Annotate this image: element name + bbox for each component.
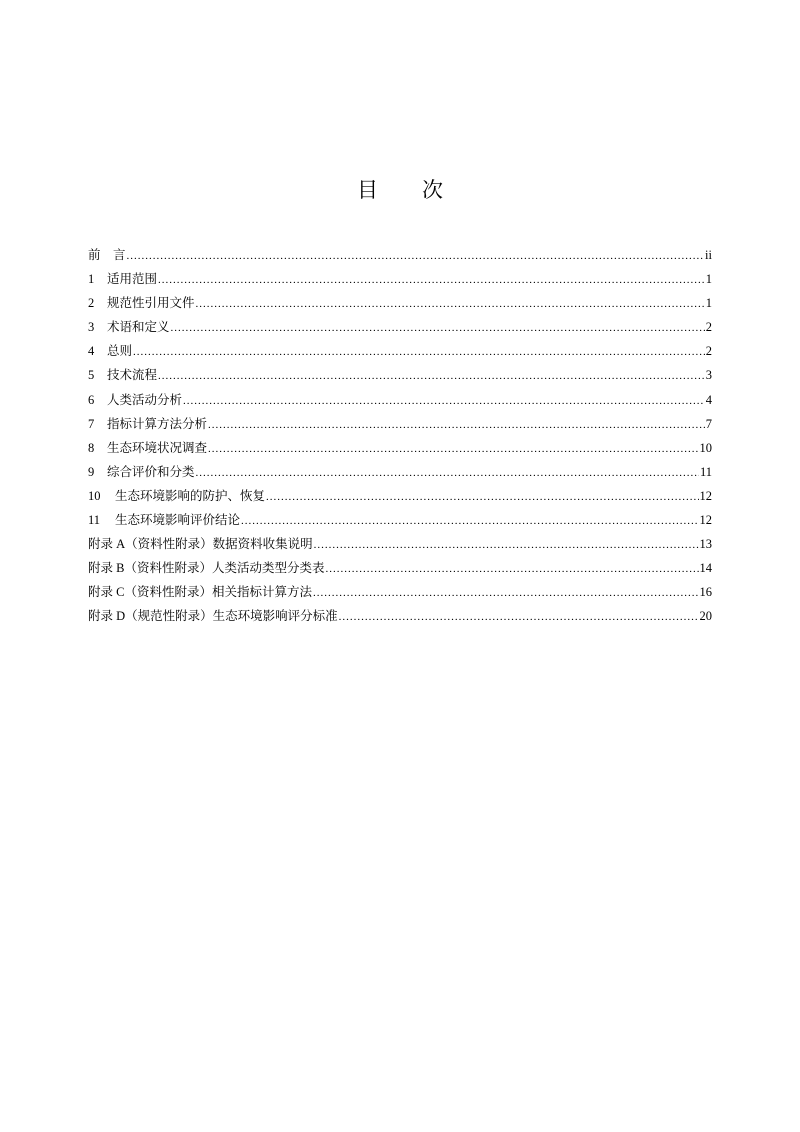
toc-entry-number: 3	[88, 320, 95, 335]
toc-entry-label: 指标计算方法分析	[107, 416, 208, 431]
toc-entry-page: 10	[699, 440, 712, 455]
toc-entry-label: 人类活动分析	[107, 392, 183, 407]
dot-leader	[313, 583, 699, 603]
toc-entry-label: 术语和定义	[107, 320, 170, 335]
toc-entry-number: 4	[88, 344, 95, 359]
toc-entry-page: 2	[705, 344, 712, 359]
toc-entry-label: 综合评价和分类	[107, 464, 195, 479]
toc-entry-page: 1	[705, 272, 712, 287]
toc-entry[interactable]	[88, 486, 712, 510]
toc-entry-number: 2	[88, 296, 95, 311]
dot-leader	[208, 439, 698, 459]
dot-leader	[339, 607, 699, 627]
toc-entry[interactable]	[88, 269, 712, 293]
toc-entry[interactable]	[88, 558, 712, 582]
toc-entry-page: 20	[699, 609, 712, 624]
dot-leader	[133, 342, 705, 362]
dot-leader	[171, 318, 705, 338]
toc-entry-page: ii	[705, 248, 712, 262]
toc-entry[interactable]	[88, 293, 712, 317]
toc-entry[interactable]	[88, 438, 712, 462]
toc-entry-label: 生态环境影响的防护、恢复	[115, 488, 266, 503]
dot-leader	[314, 535, 699, 555]
toc-entry[interactable]	[88, 534, 712, 558]
toc-entry-label: 生态环境影响评价结论	[115, 513, 241, 528]
dot-leader	[196, 463, 699, 483]
dot-leader	[208, 415, 705, 435]
toc-entry-label: 技术流程	[107, 368, 158, 383]
toc-entry-label: 附录 B（资料性附录）人类活动类型分类表	[88, 561, 325, 576]
toc-entry-number: 9	[88, 464, 95, 479]
toc-entry[interactable]	[88, 365, 712, 389]
dot-leader	[266, 487, 698, 507]
toc-entry-label: 生态环境状况调查	[107, 440, 208, 455]
toc-entry-page: 11	[699, 464, 712, 479]
toc-entry-label: 附录 C（资料性附录）相关指标计算方法	[88, 585, 312, 600]
toc-entry[interactable]	[88, 341, 712, 365]
toc-entry-number: 5	[88, 368, 95, 383]
toc-entry[interactable]	[88, 317, 712, 341]
toc-entry-page: 14	[699, 561, 712, 576]
toc-entry-number: 1	[88, 272, 95, 287]
toc-entry[interactable]	[88, 245, 712, 269]
dot-leader	[196, 294, 705, 314]
toc-entry-page: 16	[699, 585, 712, 600]
toc-entry[interactable]	[88, 414, 712, 438]
toc-entry-number: 6	[88, 392, 95, 407]
dot-leader	[158, 270, 705, 290]
dot-leader	[158, 366, 705, 386]
dot-leader	[325, 559, 698, 579]
title-char-1: 目	[357, 178, 378, 202]
toc-entry-page: 4	[705, 392, 712, 407]
toc-entry[interactable]	[88, 390, 712, 414]
toc-entry-number: 11	[88, 513, 101, 528]
toc-entry[interactable]	[88, 606, 712, 630]
toc-entry[interactable]	[88, 462, 712, 486]
toc-entry-number: 10	[88, 488, 101, 503]
dot-leader	[183, 391, 705, 411]
toc-entry-page: 12	[699, 513, 712, 528]
toc-entry-page: 3	[705, 368, 712, 383]
toc-entry-label: 附录 A（资料性附录）数据资料收集说明	[88, 537, 313, 552]
toc-entry[interactable]	[88, 582, 712, 606]
page-title	[0, 174, 800, 204]
toc-entry-page: 13	[699, 537, 712, 552]
table-of-contents	[88, 245, 712, 631]
toc-entry-label: 附录 D（规范性附录）生态环境影响评分标准	[88, 609, 338, 624]
title-char-2: 次	[422, 178, 443, 202]
toc-entry-number: 8	[88, 440, 95, 455]
toc-entry-page: 1	[705, 296, 712, 311]
toc-entry-page: 12	[699, 488, 712, 503]
toc-entry-number: 7	[88, 416, 95, 431]
toc-entry-label: 规范性引用文件	[107, 296, 195, 311]
toc-entry-label: 总则	[107, 344, 133, 359]
toc-entry-page: 7	[705, 416, 712, 431]
dot-leader	[241, 511, 698, 531]
toc-entry-label: 适用范围	[107, 272, 158, 287]
toc-entry[interactable]	[88, 510, 712, 534]
toc-entry-page: 2	[705, 320, 712, 335]
toc-entry-label: 前 言	[88, 248, 126, 262]
dot-leader	[127, 246, 705, 266]
